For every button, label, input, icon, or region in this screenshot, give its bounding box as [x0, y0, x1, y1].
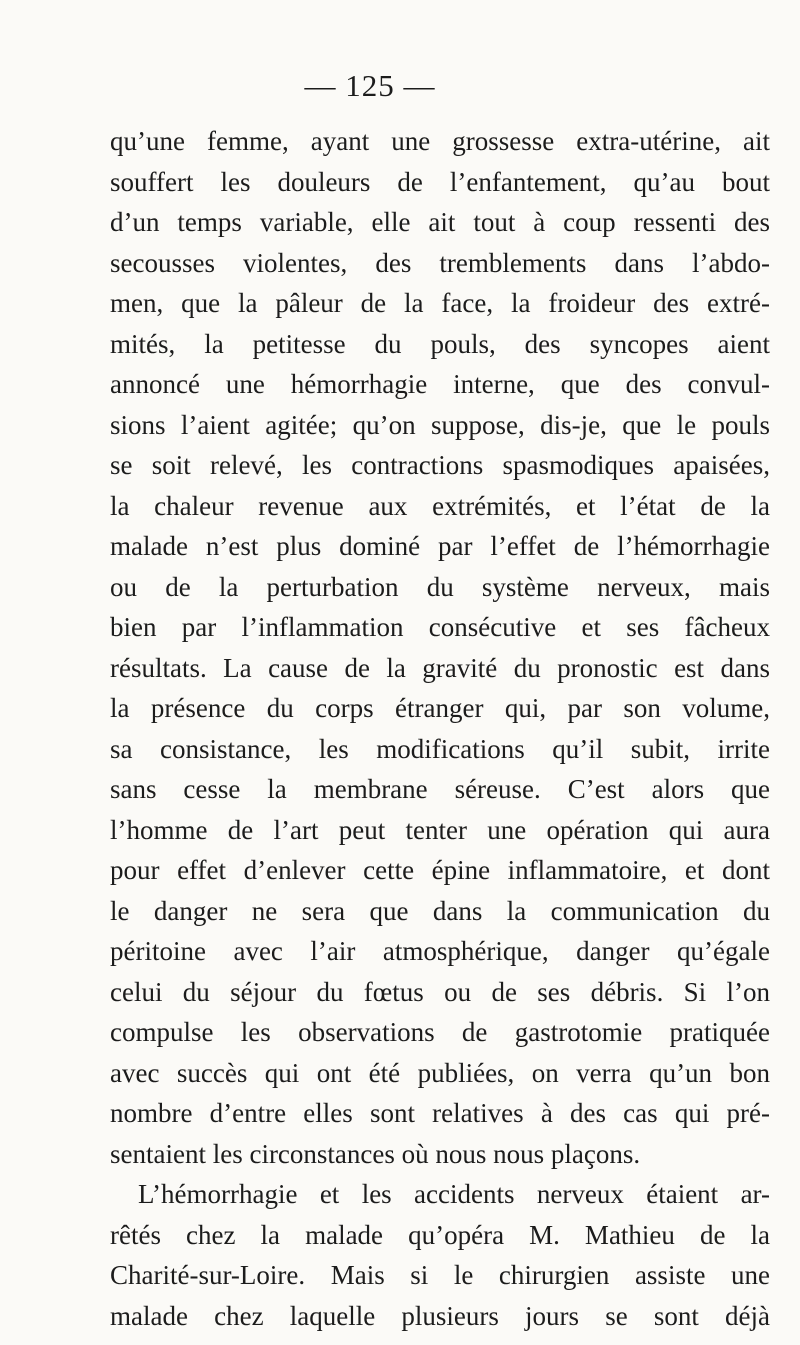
text-line: souffert les douleurs de l’enfantement, qu’au bout: [110, 166, 770, 197]
text-line: compulse les observations de gastrotomie pratiquée: [110, 1017, 770, 1047]
page-number: — 125 —: [304, 68, 436, 103]
text-line: secousses violentes, des tremblements dans l’abdo-: [110, 247, 770, 278]
text-line: le danger ne sera que dans la communication du: [110, 895, 770, 926]
text-line: mités, la petitesse du pouls, des syncopes aient: [110, 328, 770, 359]
text-line: annoncé une hémorrhagie interne, que des convul-: [110, 369, 770, 399]
text-line: l’homme de l’art peut tenter une opération qui aura: [110, 814, 770, 845]
body-text: [110, 121, 770, 1336]
text-line: péritoine avec l’air atmosphérique, danger qu’égale: [110, 936, 770, 966]
text-line: nombre d’entre elles sont relatives à des cas qui pré-: [110, 1098, 770, 1128]
text-line: avec succès qui ont été publiées, on verra qu’un bon: [110, 1057, 770, 1088]
text-line: celui du séjour du fœtus ou de ses débris. Si l’on: [110, 976, 770, 1007]
text-line: Charité-sur-Loire. Mais si le chirurgien assiste une: [110, 1260, 770, 1290]
text-line: L’hémorrhagie et les accidents nerveux étaient ar-: [138, 1179, 770, 1209]
text-line: sions l’aient agitée; qu’on suppose, dis-je, que le pouls: [110, 409, 770, 440]
text-line: sans cesse la membrane séreuse. C’est alors que: [110, 774, 770, 804]
text-line: men, que la pâleur de la face, la froideur des extré-: [110, 288, 770, 318]
text-line: sa consistance, les modifications qu’il subit, irrite: [110, 733, 770, 764]
text-line: rêtés chez la malade qu’opéra M. Mathieu de la: [110, 1219, 770, 1250]
text-line: bien par l’inflammation consécutive et ses fâcheux: [110, 612, 770, 642]
text-line: pour effet d’enlever cette épine inflammatoire, et dont: [110, 855, 770, 885]
text-line: malade chez laquelle plusieurs jours se sont déjà: [110, 1300, 770, 1331]
text-line: d’un temps variable, elle ait tout à coup ressenti des: [110, 207, 770, 237]
text-line: résultats. La cause de la gravité du pronostic est dans: [110, 652, 770, 683]
text-line: ou de la perturbation du système nerveux, mais: [110, 571, 770, 602]
text-line: se soit relevé, les contractions spasmodiques apaisées,: [110, 450, 770, 480]
text-line: qu’une femme, ayant une grossesse extra-utérine, ait: [110, 126, 770, 156]
text-line: la présence du corps étranger qui, par son volume,: [110, 693, 770, 723]
text-line: la chaleur revenue aux extrémités, et l’état de la: [110, 490, 770, 521]
text-line: sentaient les circonstances où nous nous plaçons.: [110, 1138, 641, 1169]
text-line: malade n’est plus dominé par l’effet de l’hémorrhagie: [110, 531, 770, 561]
